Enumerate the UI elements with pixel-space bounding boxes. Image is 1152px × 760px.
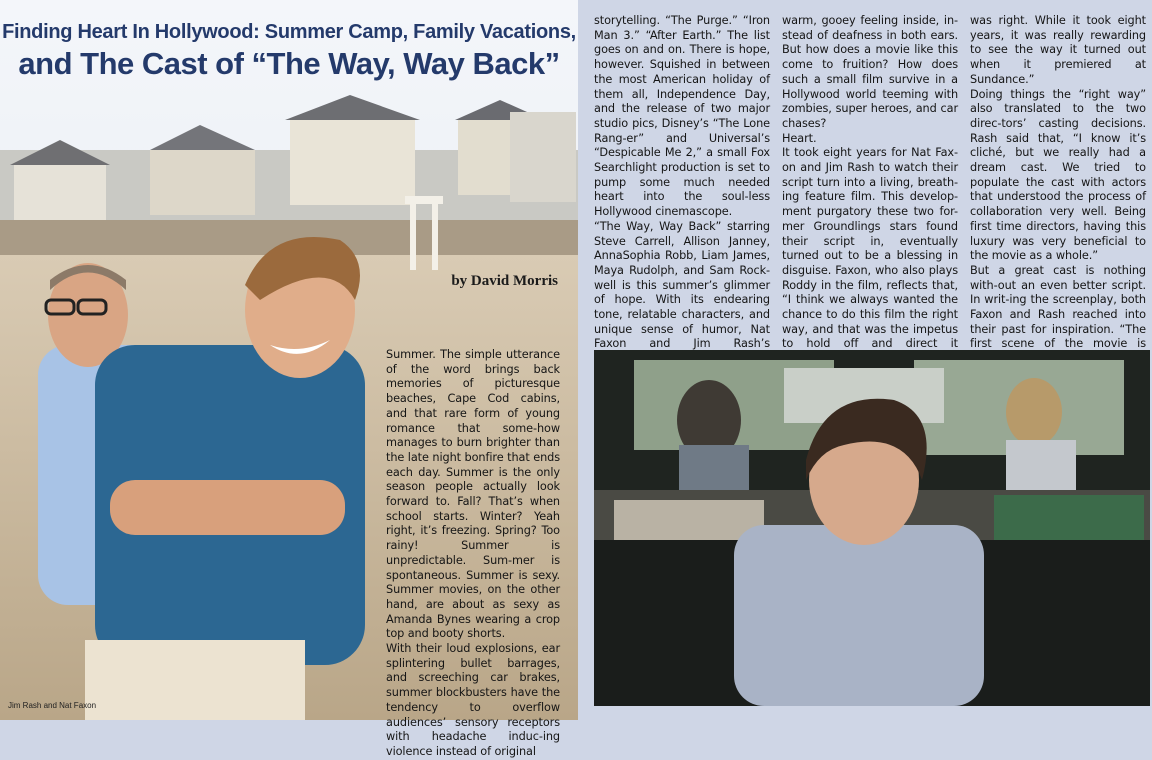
article-headline xyxy=(0,18,578,82)
paragraph: But a great cast is nothing with-out an even better script. In writ-ing the screenplay, both Faxon and Rash reached into their past for inspiration. “The first scene of the movie is xyxy=(970,263,1146,351)
right-page xyxy=(578,0,1152,720)
body-column-2 xyxy=(594,14,770,351)
body-column-1 xyxy=(386,348,560,758)
paragraph: It took eight years for Nat Fax-on and Jim Rash to watch their script turn into a living, breath-ing feature film. This develop-ment purgatory these two for-mer Groundlings stars found their script in, eventually turned out to be a blessing in disguise. Faxon, who also plays Roddy in the film, reflects that, “I think we always wanted the chance to do this film the right way, and that was the impetus to hold off and direct it xyxy=(782,146,958,351)
photo-caption: Jim Rash and Nat Faxon xyxy=(8,701,97,710)
paragraph: Summer. The simple utterance of the word brings back memories of picturesque beaches, Cape Cod cabins, and that rare form of young romance that some-how manages to burn brighter than the late night bonfire that ends each day. Summer is the only season people actually look forward to. Fall? That’s when school starts. Winter? Yeah right, it’s freezing. Spring? Too rainy! Summer is unpredictable. Sum-mer is spontaneous. Summer is sexy. Summer movies, on the other hand, are about as sexy as Amanda Bynes wearing a crop top and booty shorts. xyxy=(386,348,560,641)
body-column-3 xyxy=(782,14,958,351)
headline-line-1: Finding Heart In Hollywood: Summer Camp, Family Vacations, xyxy=(2,21,576,43)
paragraph: Heart. xyxy=(782,131,817,145)
byline: by David Morris xyxy=(451,273,558,289)
paragraph: Doing things the “right way” also translated to the two direc-tors’ casting decisions. Rash said that, “I know it’s cliché, but we really had a dream cast. We tried to populate the cast with actors that understood the process of collaboration very well. Being first time directors, having this luxury was very beneficial to the movie as a whole.” xyxy=(970,87,1146,263)
paragraph: storytelling. “The Purge.” “Iron Man 3.” “After Earth.” The list goes on and on. There is hope, however. Squished in between the most American holiday of them all, Independence Day, and the release of two major studio pics, Disney’s “The Lone Rang-er” and Universal’s “Despicable Me 2,” a small Fox Searchlight production is set to pump some much needed heart into the soul-less Hollywood cinemascope. xyxy=(594,14,770,219)
paragraph: was right. While it took eight years, it was really rewarding to see the way it turned out when it premiered at Sundance.” xyxy=(970,14,1146,86)
paragraph: “The Way, Way Back” starring Steve Carrell, Allison Janney, AnnaSophia Robb, Liam James, Maya Rudolph, and Sam Rock-well is this summer’s glimmer of hope. With its endearing tone, relatable characters, and unique sense of humor, Nat Faxon and Jim Rash’s xyxy=(594,219,770,351)
headline-line-2: and The Cast of “The Way, Way Back” xyxy=(18,46,560,81)
paragraph: With their loud explosions, ear splintering bullet barrages, and screeching car brakes, summer blockbusters have the tendency to overflow audiences’ sensory receptors with headache induc-ing violence instead of original xyxy=(386,642,560,758)
paragraph: warm, gooey feeling inside, in-stead of deafness in both ears. But how does a movie like this come to fruition? How does such a small film survive in a Hollywood world teeming with zombies, super heroes, and car chases? xyxy=(782,14,958,130)
body-column-4 xyxy=(970,14,1146,351)
film-still-photo xyxy=(594,350,1150,706)
